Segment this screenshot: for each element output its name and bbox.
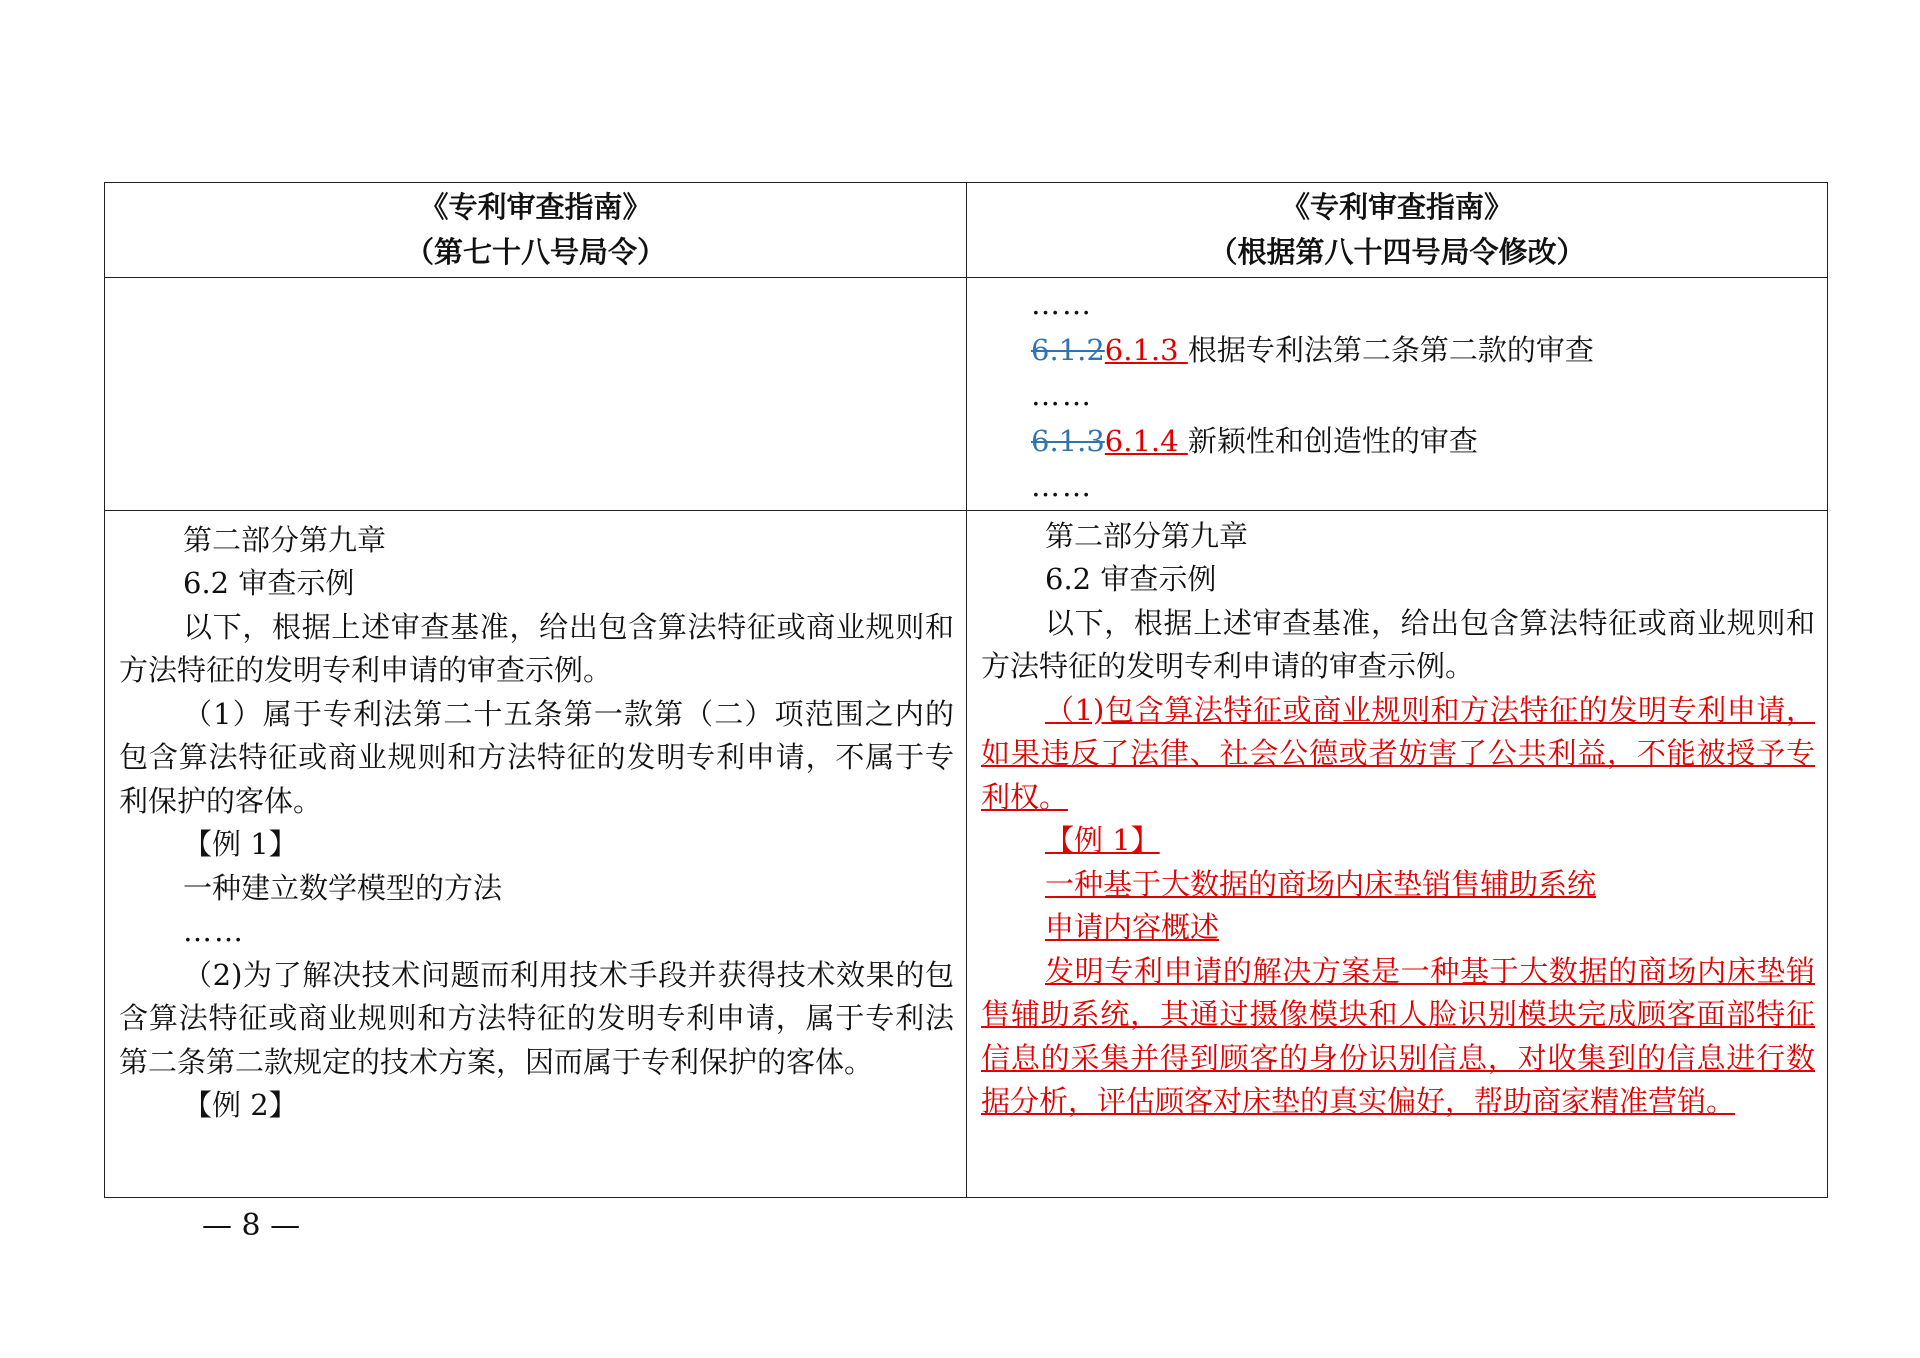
left-header-subtitle: （第七十八号局令） [404,235,666,269]
right-examples-cell [967,510,1828,1197]
right-header-subtitle: （根据第八十四号局令修改） [1208,235,1586,269]
table-row-examples [105,510,1828,1197]
left-examples-cell [105,510,967,1197]
ellipsis-line: …… [1031,378,1093,412]
example-1-title: 一种建立数学模型的方法 [183,870,503,905]
section-heading: 6.2 审查示例 [1045,562,1217,596]
inserted-example-1-title [981,863,1815,907]
toc-item-6-1-4 [1031,419,1815,465]
inserted-text: （1)包含算法特征或商业规则和方法特征的发明专利申请，如果违反了法律、社会公德或者妨害了公共利益，不能被授予专利权。 [981,692,1815,814]
example-1-label: 【例 1】 [183,827,298,861]
ellipsis-line: …… [1031,469,1093,503]
left-header-title: 《专利审查指南》 [419,190,652,224]
inserted-summary-heading [981,906,1815,950]
item-2-paragraph: （2)为了解决技术问题而利用技术手段并获得技术效果的包含算法特征或商业规则和方法特征的发明专利申请，属于专利法第二条第二款规定的技术方案，因而属于专利保护的客体。 [119,957,954,1079]
section-heading: 6.2 审查示例 [183,566,355,600]
comparison-table [104,182,1828,1198]
inserted-text: 发明专利申请的解决方案是一种基于大数据的商场内床垫销售辅助系统，其通过摄像模块和人脸识别模块完成顾客面部特征信息的采集并得到顾客的身份识别信息，对收集到的信息进行数据分析，评估顾客对床垫的真实偏好，帮助商家精准营销。 [981,953,1815,1118]
table-row-toc [105,278,1828,511]
inserted-text: 申请内容概述 [1045,910,1220,944]
right-header-title: 《专利审查指南》 [1280,190,1513,224]
inserted-number: 6.1.4 [1104,423,1188,458]
toc-item-text: 根据专利法第二条第二款的审查 [1187,332,1594,367]
inserted-text: 【例 1】 [1045,823,1160,857]
right-header-cell [967,183,1828,278]
inserted-number: 6.1.3 [1104,332,1188,367]
deleted-number: 6.1.3 [1031,423,1105,458]
inserted-example-1-label [981,819,1815,863]
chapter-heading: 第二部分第九章 [1045,518,1249,553]
intro-paragraph: 以下，根据上述审查基准，给出包含算法特征或商业规则和方法特征的发明专利申请的审查示例。 [981,605,1815,683]
toc-item-6-1-3 [1031,328,1815,374]
ellipsis-line: …… [183,914,245,948]
right-toc-cell [967,278,1828,511]
left-toc-cell [105,278,967,511]
deleted-number: 6.1.2 [1031,332,1105,367]
inserted-text: 一种基于大数据的商场内床垫销售辅助系统 [1045,866,1597,901]
left-header-cell [105,183,967,278]
item-1-paragraph: （1）属于专利法第二十五条第一款第（二）项范围之内的包含算法特征或商业规则和方法特征的发明专利申请，不属于专利保护的客体。 [119,696,954,818]
ellipsis-line: …… [1031,287,1093,321]
example-2-label: 【例 2】 [183,1088,298,1122]
table-header-row [105,183,1828,278]
inserted-summary-paragraph [981,950,1815,1124]
page-number: — 8 — [202,1208,301,1243]
chapter-heading: 第二部分第九章 [183,522,387,557]
inserted-item-1-paragraph [981,689,1815,820]
toc-item-text: 新颖性和创造性的审查 [1187,423,1478,458]
intro-paragraph: 以下，根据上述审查基准，给出包含算法特征或商业规则和方法特征的发明专利申请的审查示例。 [119,609,954,687]
